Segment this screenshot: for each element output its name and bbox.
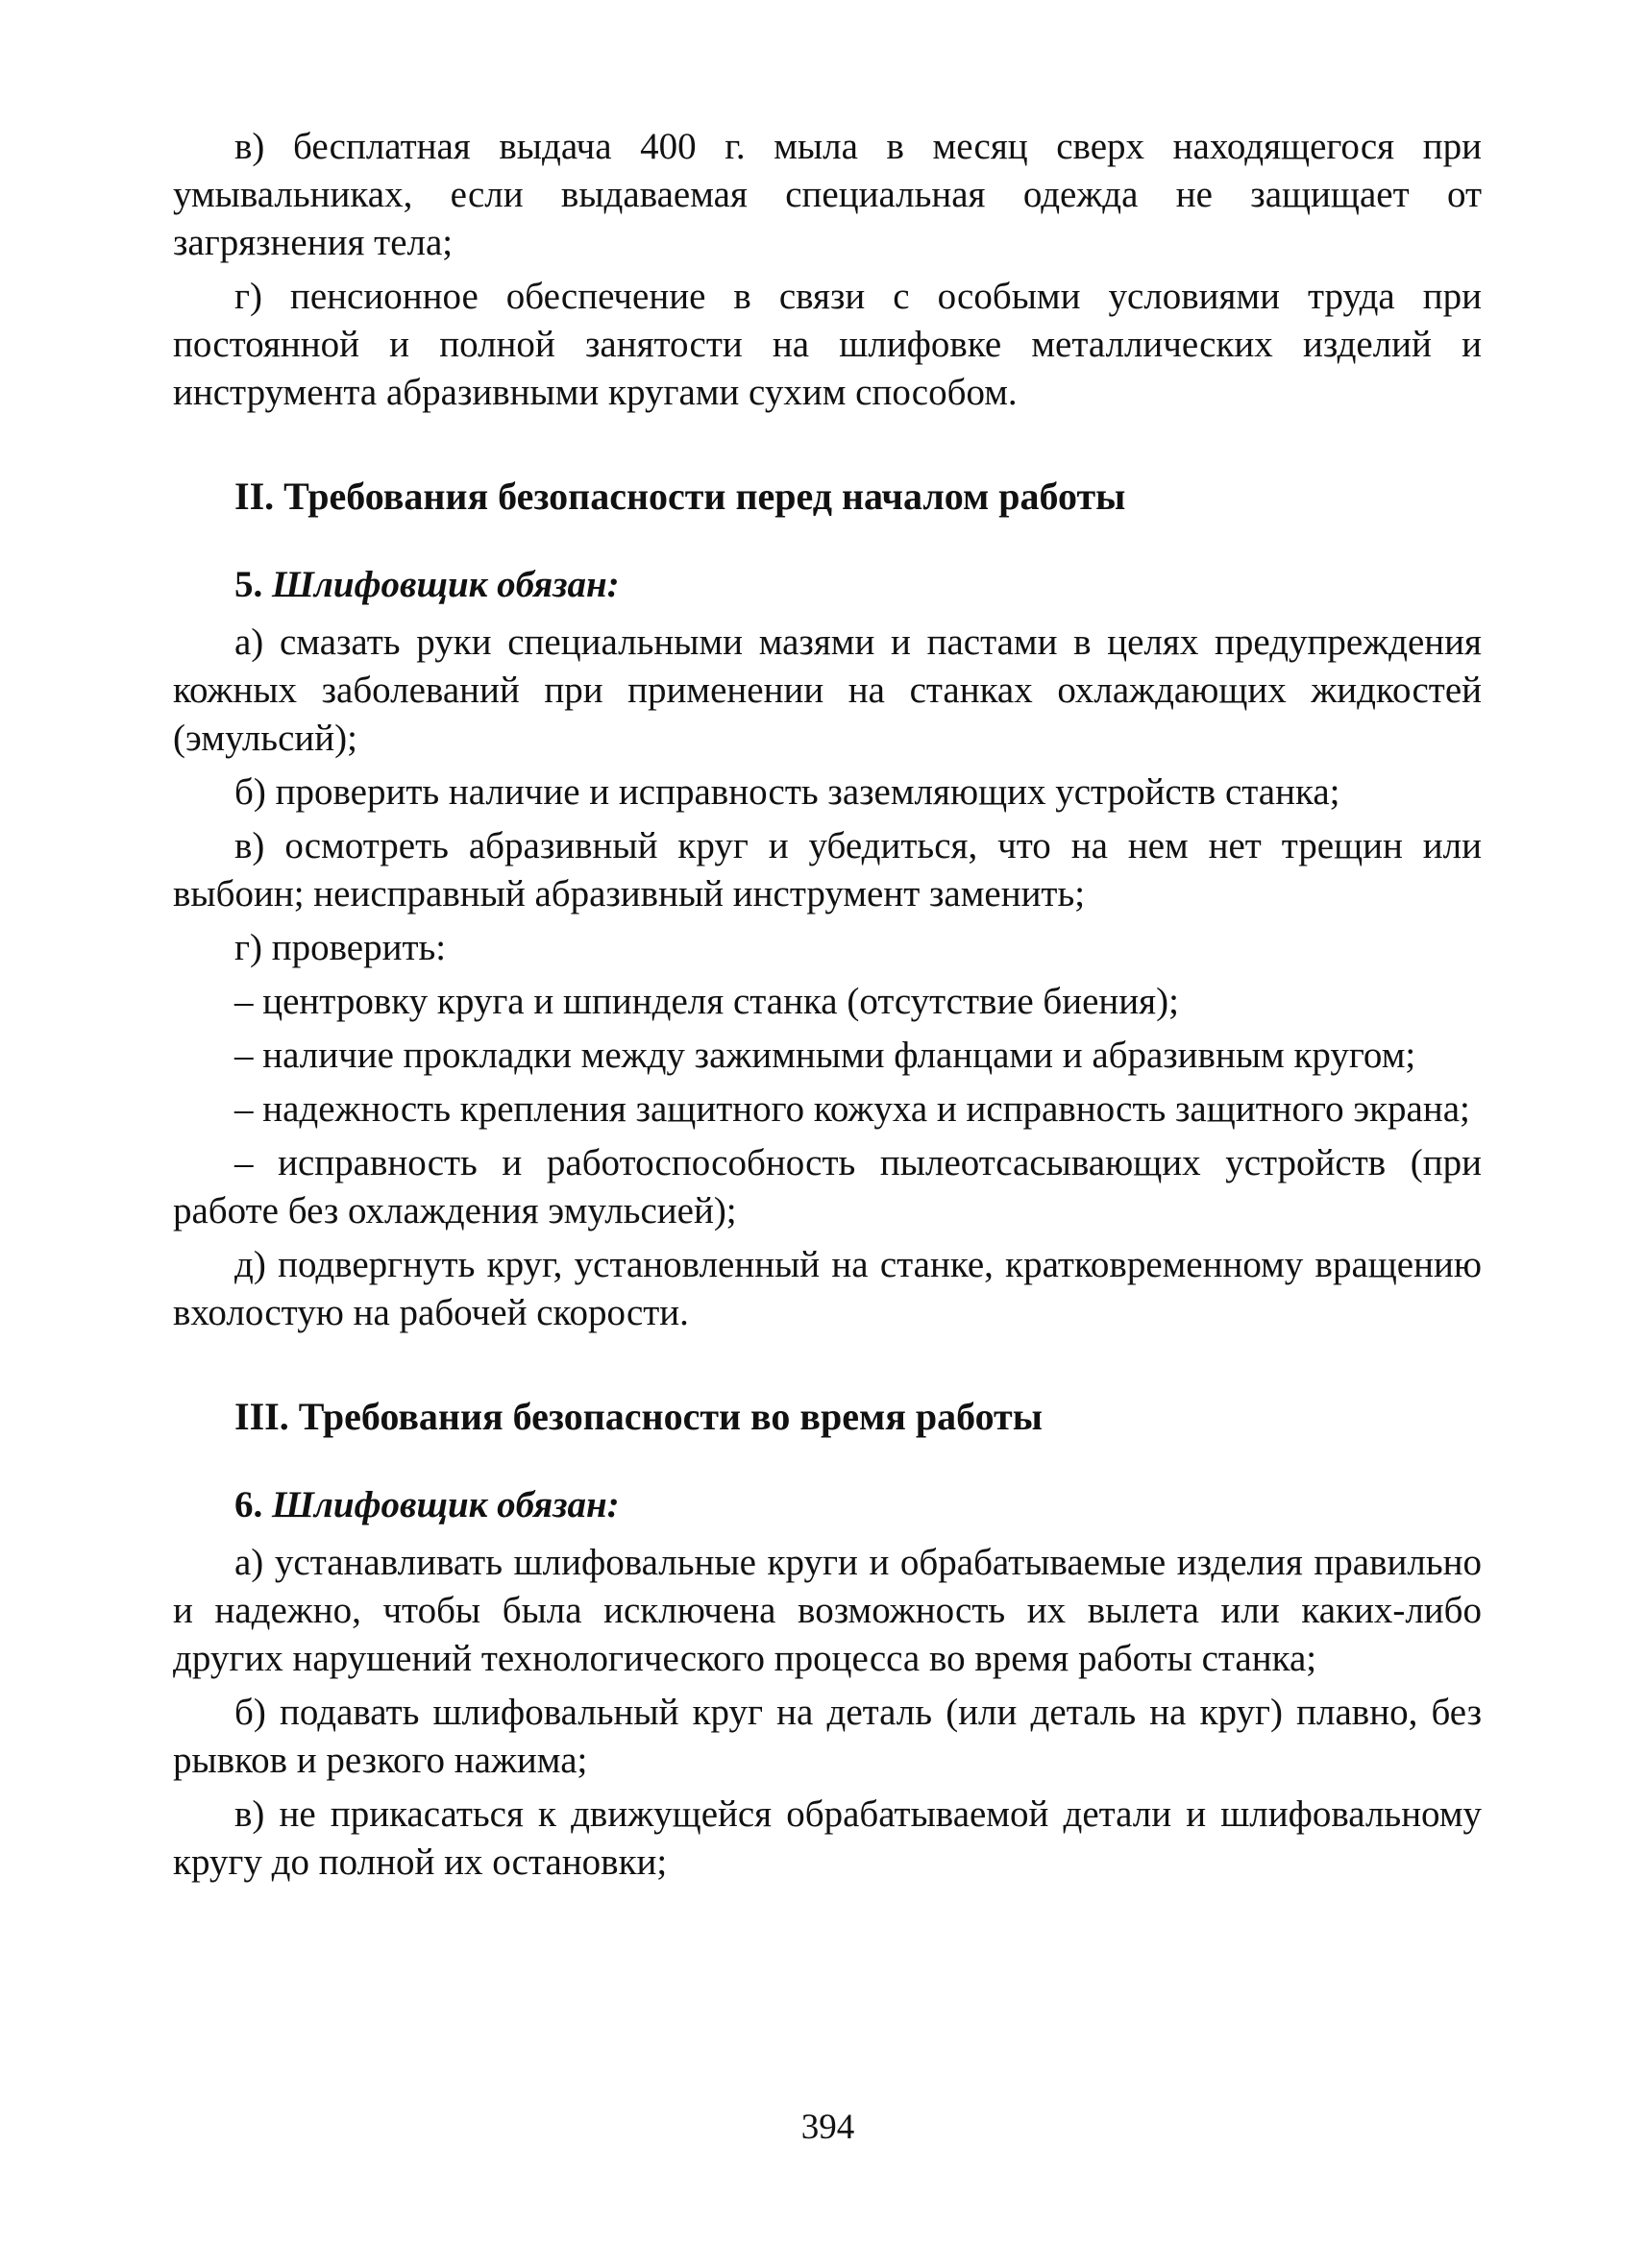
list-item: б) проверить наличие и исправность заземляющих устройств станка; (234, 771, 1340, 813)
list-item: в) не прикасаться к движущейся обрабатываемой детали и шлифовальному кругу до полной их остановки; (173, 1793, 1482, 1883)
clause-5-header (173, 561, 1482, 609)
clause-title: Шлифовщик обязан: (272, 564, 620, 605)
list-item: – исправность и работоспособность пылеотсасывающих устройств (при работе без охлаждения эмульсией); (173, 1142, 1482, 1232)
paragraph-intro-g: г) пенсионное обеспечение в связи с особыми условиями труда при постоянной и полной занятости на шлифовке металлических изделий и инструмента абразивными кругами сухим способом. (173, 276, 1482, 413)
clause-title: Шлифовщик обязан: (272, 1484, 620, 1525)
page-number-container (0, 2106, 1646, 2150)
list-item: а) смазать руки специальными мазями и пастами в целях предупреждения кожных заболеваний при применении на станках охлаждающих жидкостей (эмульсий); (173, 622, 1482, 759)
list-item: – надежность крепления защитного кожуха и исправность защитного экрана; (234, 1088, 1470, 1130)
list-item: а) устанавливать шлифовальные круги и обрабатываемые изделия правильно и надежно, чтобы была исключена возможность их вылета или каких-либо других нарушений технологического процесса во время работы станка; (173, 1542, 1482, 1679)
section-heading-3: III. Требования безопасности во время работы (234, 1395, 1043, 1438)
list-item: б) подавать шлифовальный круг на деталь (или деталь на круг) плавно, без рывков и резкого нажима; (173, 1692, 1482, 1781)
list-item: в) осмотреть абразивный круг и убедиться, что на нем нет трещин или выбоин; неисправный абразивный инструмент заменить; (173, 825, 1482, 915)
page-number: 394 (800, 2108, 855, 2147)
list-item: – центровку круга и шпинделя станка (отсутствие биения); (234, 981, 1179, 1022)
clause-6-header (173, 1481, 1482, 1529)
list-item: д) подвергнуть круг, установленный на станке, кратковременному вращению вхолостую на рабочей скорости. (173, 1244, 1482, 1333)
list-item: г) проверить: (234, 927, 447, 968)
clause-number: 5. (234, 564, 263, 605)
section-heading-2: II. Требования безопасности перед началом работы (234, 475, 1126, 518)
clause-number: 6. (234, 1484, 263, 1525)
paragraph-intro-v: в) бесплатная выдача 400 г. мыла в месяц сверх находящегося при умывальниках, если выдаваемая специальная одежда не защищает от загрязнения тела; (173, 126, 1482, 263)
document-page (173, 123, 1482, 1887)
list-item: – наличие прокладки между зажимными фланцами и абразивным кругом; (234, 1035, 1416, 1076)
